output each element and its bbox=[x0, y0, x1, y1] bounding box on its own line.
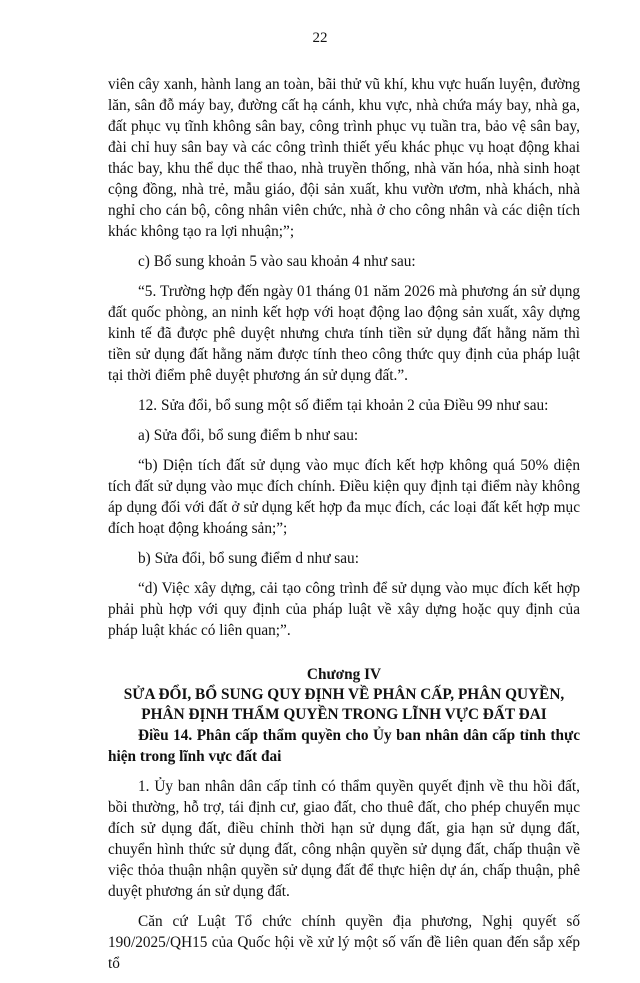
document-body bbox=[108, 74, 580, 983]
paragraph: viên cây xanh, hành lang an toàn, bãi thử vũ khí, khu vực huấn luyện, đường lăn, sân đỗ máy bay, đường cất hạ cánh, khu vực, nhà chứa máy bay, nhà ga, đất phục vụ tĩnh không sân bay, công trình phục vụ tuần tra, bảo vệ sân bay, đài chỉ huy sân bay và các công trình thiết yếu khác phục vụ hoạt động khai thác bay, khu thể dục thể thao, nhà truyền thống, nhà văn hóa, nhà sinh hoạt cộng đồng, nhà trẻ, mẫu giáo, đội sản xuất, khu vườn ươm, nhà khách, nhà nghỉ cho cán bộ, công nhân viên chức, nhà ở cho công nhân và các diện tích khác không tạo ra lợi nhuận;”; bbox=[108, 76, 580, 240]
paragraph: 12. Sửa đổi, bổ sung một số điểm tại khoản 2 của Điều 99 như sau: bbox=[138, 397, 549, 414]
page-number: 22 bbox=[312, 30, 328, 46]
paragraph: c) Bổ sung khoản 5 vào sau khoản 4 như sau: bbox=[138, 253, 416, 270]
chapter-title-line: PHÂN ĐỊNH THẨM QUYỀN TRONG LĨNH VỰC ĐẤT ĐAI bbox=[141, 706, 547, 723]
paragraph: 1. Ủy ban nhân dân cấp tỉnh có thẩm quyền quyết định về thu hồi đất, bồi thường, hỗ trợ, tái định cư, giao đất, cho thuê đất, cho phép chuyển mục đích sử dụng đất, điều chỉnh thời hạn sử dụng đất, gia hạn sử dụng đất, chuyển hình thức sử dụng đất, công nhận quyền sử dụng đất, chấp thuận về việc thỏa thuận nhận quyền sử dụng đất để thực hiện dự án, chấp thuận, phê duyệt phương án sử dụng đất. bbox=[108, 778, 580, 900]
paragraph: Căn cứ Luật Tổ chức chính quyền địa phương, Nghị quyết số 190/2025/QH15 của Quốc hội về xử lý một số vấn đề liên quan đến sắp xếp tổ bbox=[108, 913, 580, 972]
article-title: Điều 14. Phân cấp thẩm quyền cho Ủy ban nhân dân cấp tỉnh thực hiện trong lĩnh vực đất đai bbox=[108, 727, 580, 765]
chapter-heading bbox=[108, 665, 580, 725]
paragraph: a) Sửa đổi, bổ sung điểm b như sau: bbox=[138, 427, 359, 444]
paragraph: “5. Trường hợp đến ngày 01 tháng 01 năm 2026 mà phương án sử dụng đất quốc phòng, an ninh kết hợp với hoạt động lao động sản xuất, xây dựng kinh tế đã được phê duyệt nhưng chưa tính tiền sử dụng đất hằng năm thì tiền sử dụng đất hằng năm được tính theo công thức quy định của pháp luật tại thời điểm phê duyệt phương án sử dụng đất.”. bbox=[108, 283, 580, 384]
chapter-number: Chương IV bbox=[306, 666, 382, 683]
paragraph: b) Sửa đổi, bổ sung điểm d như sau: bbox=[138, 550, 359, 567]
paragraph: “b) Diện tích đất sử dụng vào mục đích kết hợp không quá 50% diện tích đất sử dụng vào mục đích chính. Điều kiện quy định tại điểm này không áp dụng đối với đất ở sử dụng kết hợp đa mục đích, các loại đất kết hợp mục đích hoạt động khoáng sản;”; bbox=[108, 457, 580, 537]
paragraph: “d) Việc xây dựng, cải tạo công trình để sử dụng vào mục đích kết hợp phải phù hợp với quy định của pháp luật về xây dựng hoặc quy định của pháp luật khác có liên quan;”. bbox=[108, 580, 580, 639]
chapter-title-line: SỬA ĐỔI, BỔ SUNG QUY ĐỊNH VỀ PHÂN CẤP, PHÂN QUYỀN, bbox=[123, 686, 565, 703]
